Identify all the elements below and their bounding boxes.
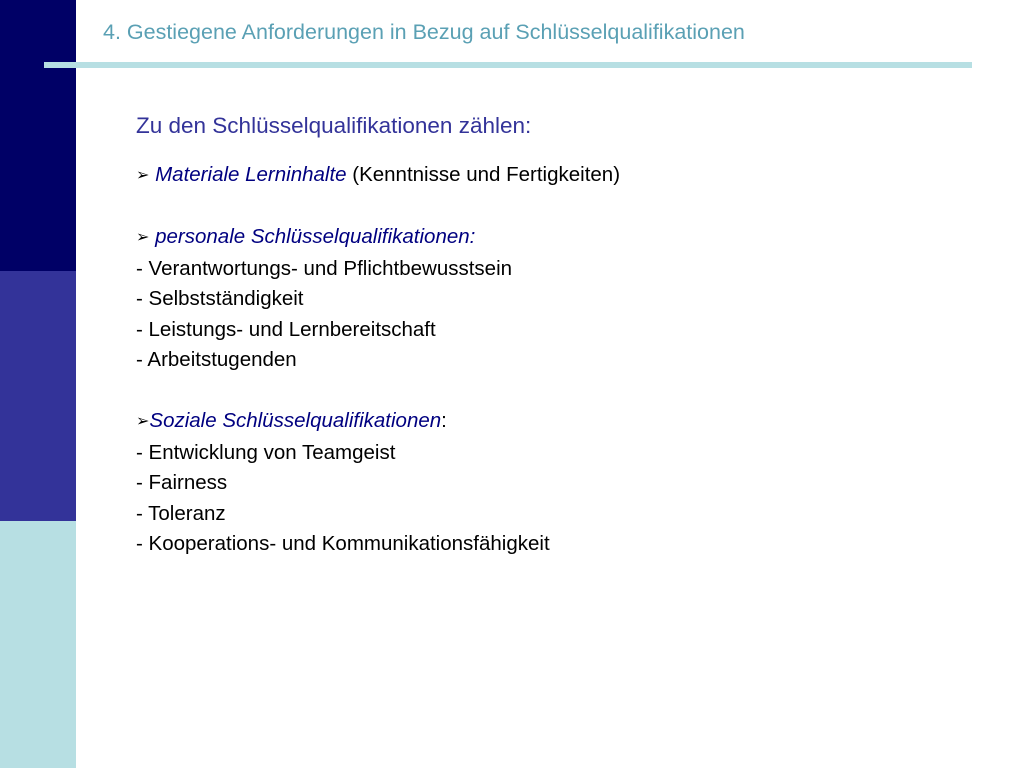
decor-band-dark-navy xyxy=(0,0,76,271)
decor-band-blue xyxy=(0,271,76,521)
arrow-bullet-icon: ➢ xyxy=(136,167,150,184)
title-divider xyxy=(44,62,972,68)
list-item: - Toleranz xyxy=(136,501,226,525)
arrow-bullet-icon: ➢ xyxy=(136,413,150,430)
content-heading: Zu den Schlüsselqualifikationen zählen: xyxy=(136,113,532,138)
section-soziale-suffix: : xyxy=(441,409,447,432)
slide-title: 4. Gestiegene Anforderungen in Bezug auf Schlüsselqualifikationen xyxy=(103,20,745,44)
section-personale xyxy=(136,222,996,254)
list-item: - Verantwortungs- und Pflichtbewusstsein xyxy=(136,256,513,280)
arrow-bullet-icon: ➢ xyxy=(136,229,150,246)
slide-content xyxy=(136,111,996,560)
spacer xyxy=(136,192,996,223)
section-materiale-label: Materiale Lerninhalte xyxy=(155,163,347,186)
section-soziale xyxy=(136,406,996,438)
decor-band-light-cyan xyxy=(0,521,76,768)
list-item: - Arbeitstugenden xyxy=(136,348,297,371)
list-item: - Leistungs- und Lernbereitschaft xyxy=(136,317,436,341)
list-item: - Kooperations- und Kommunikationsfähigkeit xyxy=(136,532,550,555)
spacer xyxy=(136,376,996,407)
section-soziale-label: Soziale Schlüsselqualifikationen xyxy=(149,409,442,432)
list-item: - Selbstständigkeit xyxy=(136,287,304,310)
section-materiale-suffix: (Kenntnisse und Fertigkeiten) xyxy=(346,163,621,186)
list-item: - Entwicklung von Teamgeist xyxy=(136,440,396,464)
section-materiale xyxy=(136,160,996,192)
list-item: - Fairness xyxy=(136,471,228,494)
section-personale-label: personale Schlüsselqualifikationen: xyxy=(155,225,476,248)
